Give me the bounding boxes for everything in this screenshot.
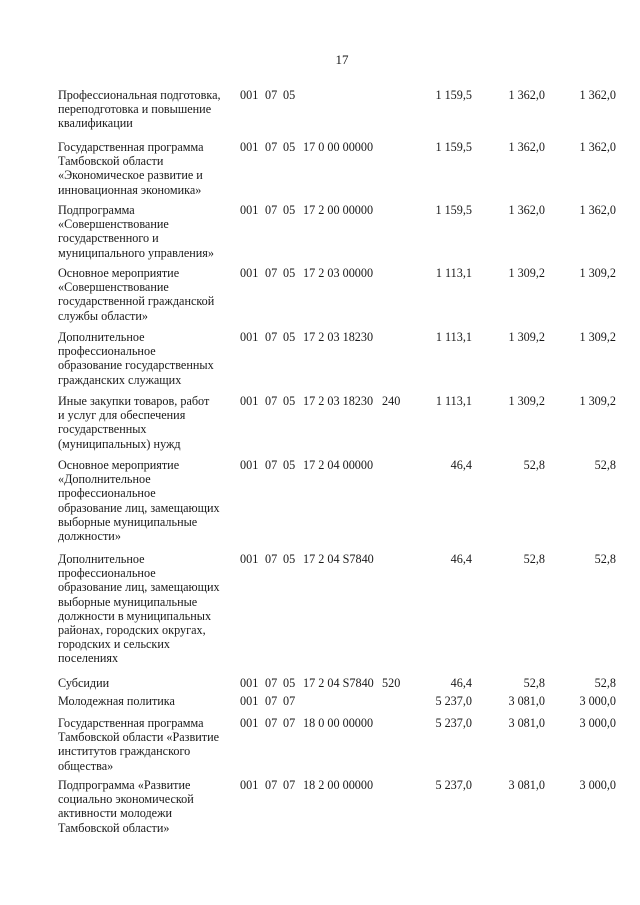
amount-year-3: 1 362,0 <box>579 140 616 154</box>
amount-year-1: 46,4 <box>450 676 472 690</box>
section-code: 07 <box>265 676 278 690</box>
department-code: 001 <box>240 394 259 408</box>
target-article-code: 17 2 04 00000 <box>303 458 374 472</box>
department-code: 001 <box>240 140 259 154</box>
subsection-code: 05 <box>283 394 296 408</box>
subsection-code: 05 <box>283 552 296 566</box>
department-code: 001 <box>240 203 259 217</box>
amount-year-3: 52,8 <box>594 458 616 472</box>
row-name: Государственная программа Тамбовской области «Развитие институтов гражданского общества» <box>58 716 220 773</box>
amount-year-3: 52,8 <box>594 552 616 566</box>
section-code: 07 <box>265 778 278 792</box>
row-name: Основное мероприятие «Дополнительное профессиональное образование лиц, замещающих выборные муниципальные должности» <box>58 458 220 544</box>
subsection-code: 05 <box>283 203 296 217</box>
section-code: 07 <box>265 694 278 708</box>
amount-year-3: 3 000,0 <box>579 716 616 730</box>
amount-year-3: 1 309,2 <box>579 330 616 344</box>
page-number: 17 <box>335 52 349 67</box>
row-name: Молодежная политика <box>58 694 175 708</box>
row-name: Иные закупки товаров, работ и услуг для обеспечения государственных (муниципальных) нужд <box>58 394 210 451</box>
target-article-code: 17 2 00 00000 <box>303 203 374 217</box>
section-code: 07 <box>265 88 278 102</box>
target-article-code: 17 0 00 00000 <box>303 140 374 154</box>
subsection-code: 07 <box>283 716 296 730</box>
amount-year-2: 3 081,0 <box>508 716 545 730</box>
department-code: 001 <box>240 88 259 102</box>
amount-year-1: 1 159,5 <box>435 140 472 154</box>
amount-year-1: 5 237,0 <box>435 694 472 708</box>
expense-type-code: 240 <box>382 394 401 408</box>
amount-year-2: 1 362,0 <box>508 203 545 217</box>
amount-year-1: 46,4 <box>450 458 472 472</box>
target-article-code: 17 2 04 S7840 <box>303 552 374 566</box>
section-code: 07 <box>265 330 278 344</box>
section-code: 07 <box>265 552 278 566</box>
row-name: Профессиональная подготовка, переподготовка и повышение квалификации <box>58 88 221 131</box>
target-article-code: 17 2 03 18230 <box>303 330 374 344</box>
row-name: Государственная программа Тамбовской области «Экономическое развитие и инновационная экономика» <box>58 140 204 197</box>
amount-year-1: 46,4 <box>450 552 472 566</box>
amount-year-2: 1 309,2 <box>508 394 545 408</box>
amount-year-1: 1 113,1 <box>435 266 472 280</box>
subsection-code: 05 <box>283 676 296 690</box>
amount-year-2: 1 309,2 <box>508 266 545 280</box>
amount-year-1: 1 159,5 <box>435 203 472 217</box>
section-code: 07 <box>265 716 278 730</box>
department-code: 001 <box>240 716 259 730</box>
section-code: 07 <box>265 266 278 280</box>
target-article-code: 18 2 00 00000 <box>303 778 374 792</box>
amount-year-2: 3 081,0 <box>508 778 545 792</box>
amount-year-2: 52,8 <box>523 458 545 472</box>
target-article-code: 17 2 04 S7840 <box>303 676 374 690</box>
row-name: Дополнительное профессиональное образование государственных гражданских служащих <box>58 330 214 387</box>
department-code: 001 <box>240 330 259 344</box>
subsection-code: 05 <box>283 458 296 472</box>
amount-year-3: 52,8 <box>594 676 616 690</box>
amount-year-1: 1 113,1 <box>435 330 472 344</box>
amount-year-1: 5 237,0 <box>435 778 472 792</box>
amount-year-2: 1 362,0 <box>508 140 545 154</box>
row-name: Подпрограмма «Совершенствование государственного и муниципального управления» <box>58 203 214 260</box>
department-code: 001 <box>240 266 259 280</box>
section-code: 07 <box>265 140 278 154</box>
department-code: 001 <box>240 694 259 708</box>
amount-year-2: 52,8 <box>523 676 545 690</box>
amount-year-3: 1 309,2 <box>579 266 616 280</box>
amount-year-2: 3 081,0 <box>508 694 545 708</box>
target-article-code: 17 2 03 00000 <box>303 266 374 280</box>
amount-year-3: 1 362,0 <box>579 203 616 217</box>
expense-type-code: 520 <box>382 676 401 690</box>
amount-year-1: 1 113,1 <box>435 394 472 408</box>
amount-year-3: 1 362,0 <box>579 88 616 102</box>
amount-year-1: 1 159,5 <box>435 88 472 102</box>
amount-year-2: 1 309,2 <box>508 330 545 344</box>
target-article-code: 18 0 00 00000 <box>303 716 374 730</box>
subsection-code: 05 <box>283 266 296 280</box>
subsection-code: 05 <box>283 330 296 344</box>
section-code: 07 <box>265 458 278 472</box>
department-code: 001 <box>240 778 259 792</box>
section-code: 07 <box>265 203 278 217</box>
row-name: Основное мероприятие «Совершенствование государственной гражданской службы области» <box>58 266 215 323</box>
row-name: Подпрограмма «Развитие социально экономической активности молодежи Тамбовской области» <box>58 778 194 835</box>
subsection-code: 05 <box>283 140 296 154</box>
amount-year-3: 3 000,0 <box>579 694 616 708</box>
amount-year-1: 5 237,0 <box>435 716 472 730</box>
subsection-code: 07 <box>283 694 296 708</box>
amount-year-2: 52,8 <box>523 552 545 566</box>
target-article-code: 17 2 03 18230 <box>303 394 374 408</box>
amount-year-3: 1 309,2 <box>579 394 616 408</box>
row-name: Дополнительное профессиональное образование лиц, замещающих выборные муниципальные должности в муниципальных районах, городских округах, городских и сельских поселениях <box>58 552 220 666</box>
department-code: 001 <box>240 552 259 566</box>
department-code: 001 <box>240 458 259 472</box>
subsection-code: 05 <box>283 88 296 102</box>
row-name: Субсидии <box>58 676 110 690</box>
subsection-code: 07 <box>283 778 296 792</box>
amount-year-2: 1 362,0 <box>508 88 545 102</box>
department-code: 001 <box>240 676 259 690</box>
section-code: 07 <box>265 394 278 408</box>
amount-year-3: 3 000,0 <box>579 778 616 792</box>
